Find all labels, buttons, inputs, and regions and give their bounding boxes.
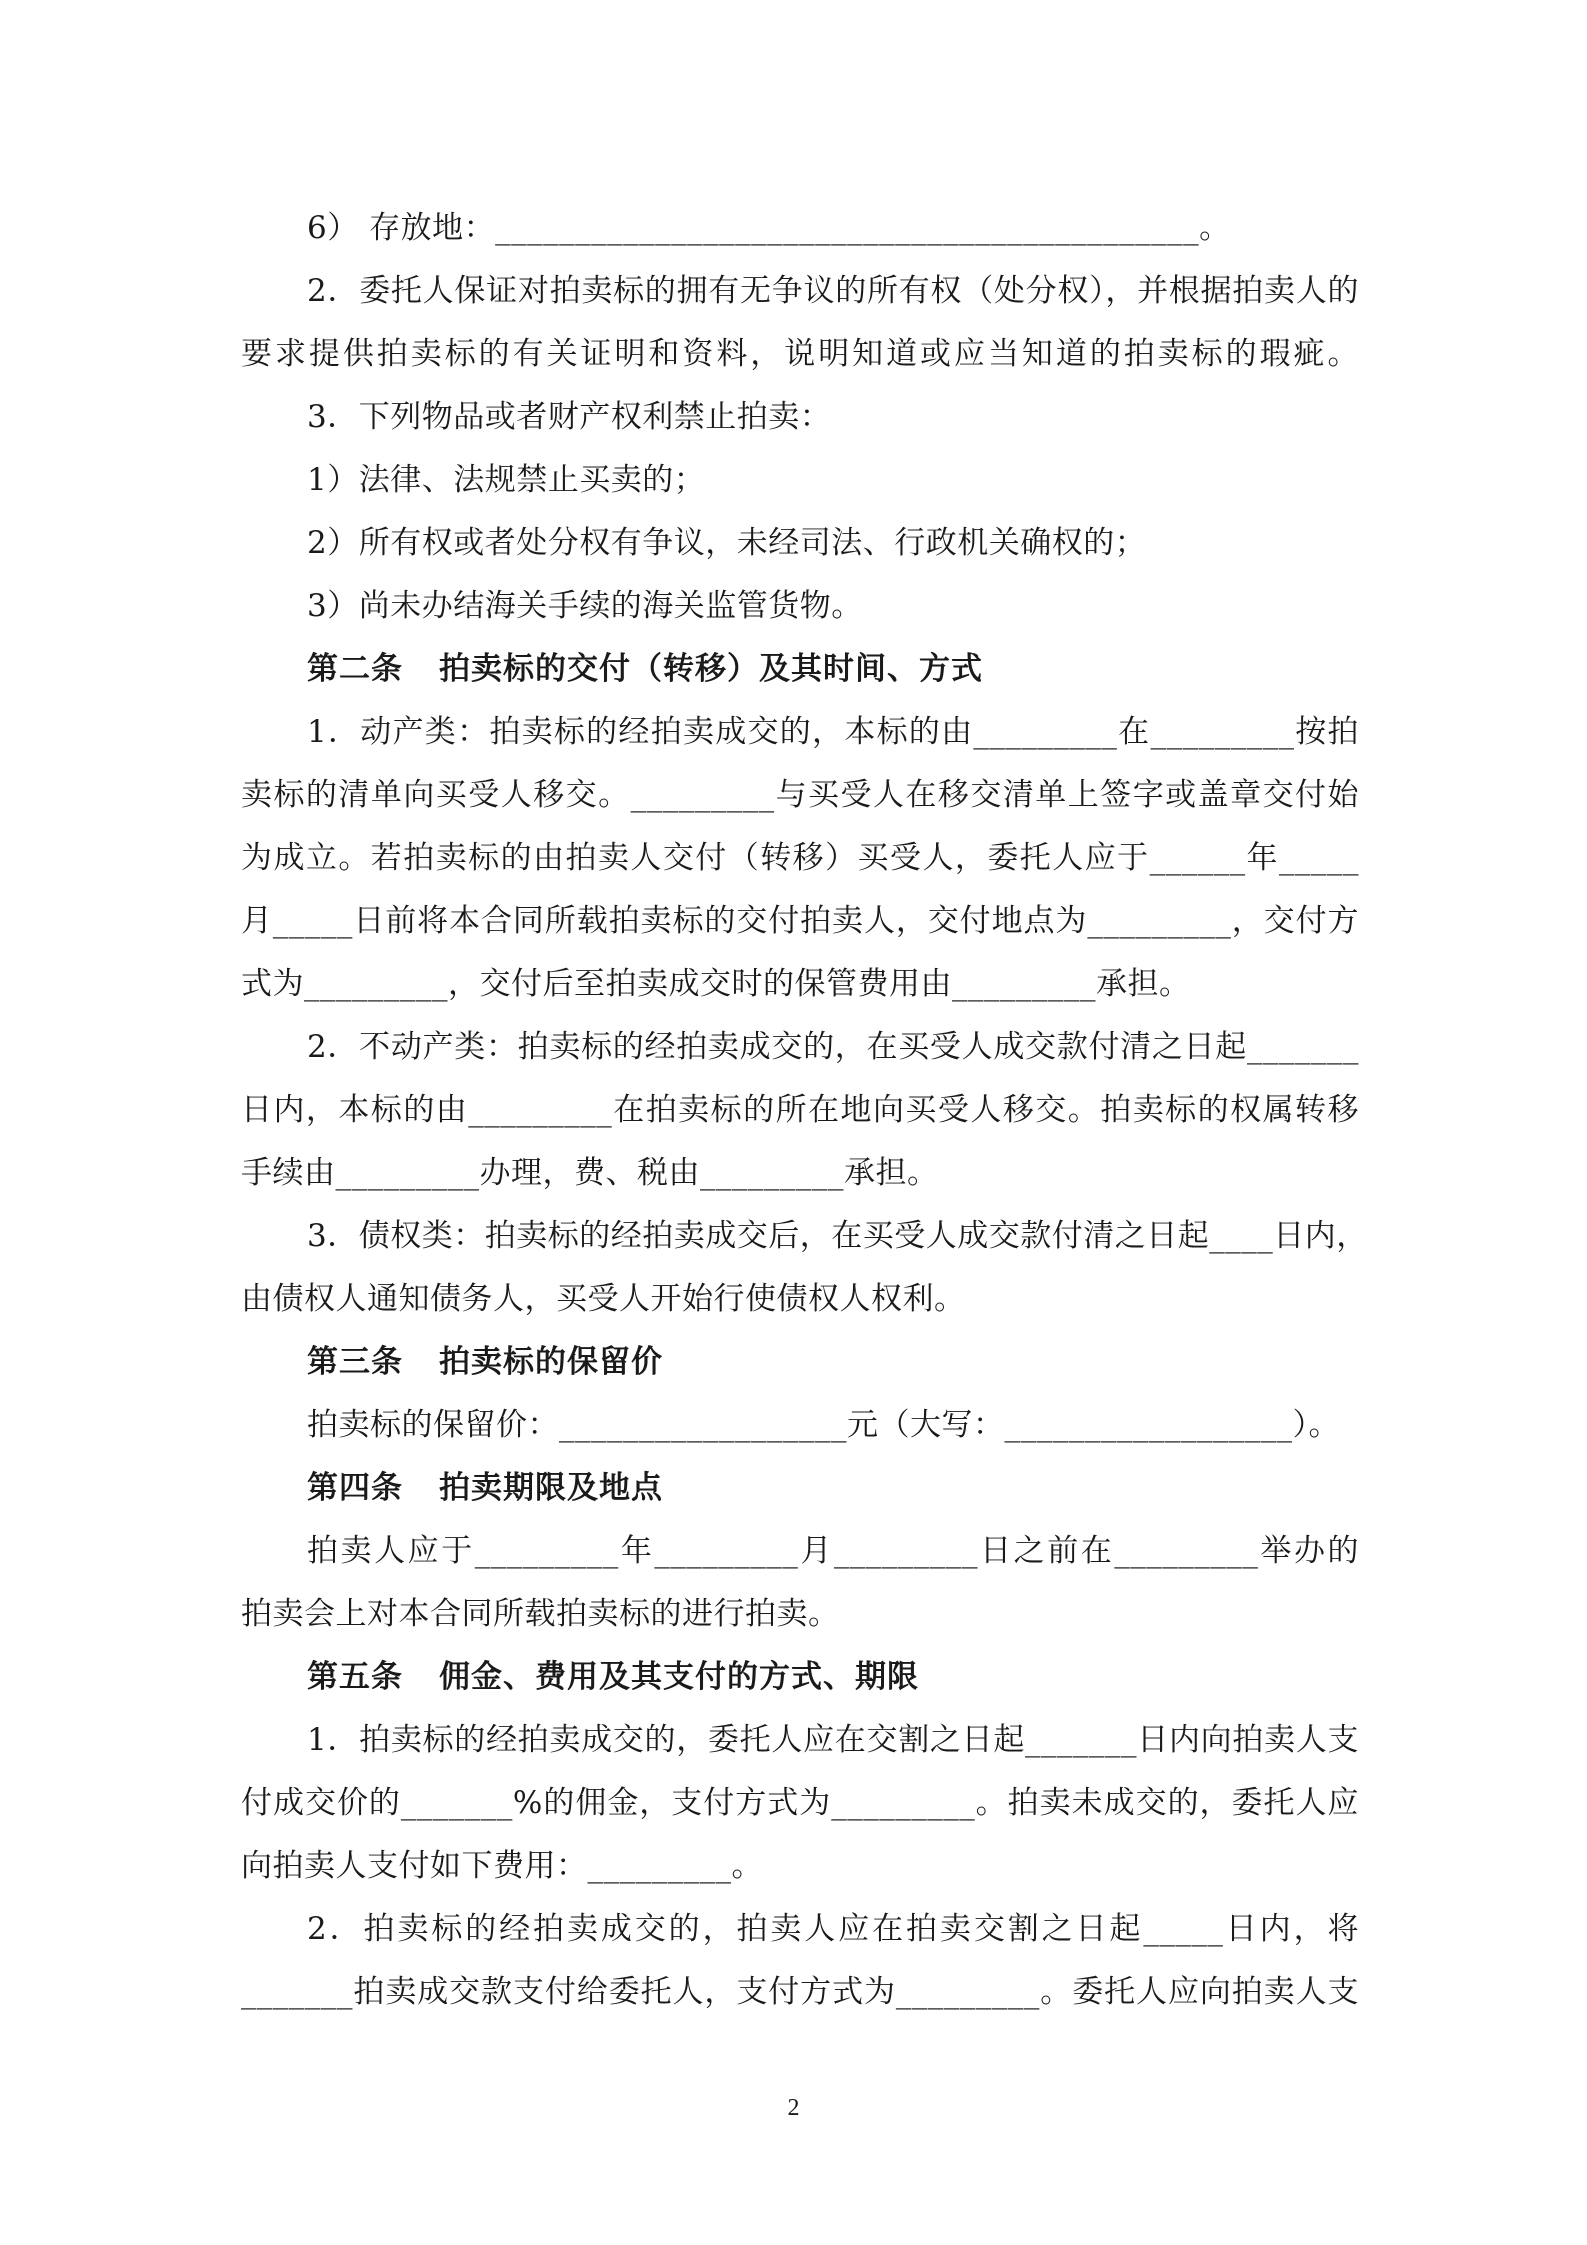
section-number: 第五条 <box>307 1659 403 1695</box>
paragraph-line: 1．动产类：拍卖标的经拍卖成交的，本标的由_________在_________按拍 <box>307 714 1359 750</box>
paragraph-line: 2．拍卖标的经拍卖成交的，拍卖人应在拍卖交割之日起_____日内，将 <box>307 1911 1359 1947</box>
paragraph-line: 付成交价的_______%的佣金，支付方式为_________。拍卖未成交的，委托人应 <box>241 1785 1359 1821</box>
section-title: 拍卖标的保留价 <box>439 1344 663 1380</box>
section-heading-2 <box>241 638 1359 701</box>
page-number: 2 <box>787 2095 800 2121</box>
paragraph-line: 2．不动产类：拍卖标的经拍卖成交的，在买受人成交款付清之日起_______ <box>307 1029 1359 1065</box>
section-title: 拍卖期限及地点 <box>439 1470 663 1506</box>
section-title: 拍卖标的交付（转移）及其时间、方式 <box>439 651 983 687</box>
paragraph-line: 手续由_________办理，费、税由_________承担。 <box>241 1155 939 1191</box>
paragraph-line: 3．债权类：拍卖标的经拍卖成交后，在买受人成交款付清之日起____日内， <box>307 1218 1368 1254</box>
paragraph-line: 要求提供拍卖标的有关证明和资料，说明知道或应当知道的拍卖标的瑕疵。 <box>241 336 1359 372</box>
section-heading-5 <box>241 1646 1359 1709</box>
paragraph-line: 3．下列物品或者财产权利禁止拍卖： <box>307 399 832 435</box>
paragraph-line: 1．拍卖标的经拍卖成交的，委托人应在交割之日起_______日内向拍卖人支 <box>307 1722 1359 1758</box>
section-number: 第四条 <box>307 1470 403 1506</box>
section-heading-3 <box>241 1331 1359 1394</box>
list-item: 1）法律、法规禁止买卖的； <box>307 462 706 498</box>
section-number: 第二条 <box>307 651 403 687</box>
document-body <box>241 197 1368 2024</box>
paragraph-line: 拍卖会上对本合同所载拍卖标的进行拍卖。 <box>241 1596 840 1632</box>
paragraph-line: 6） 存放地：____________________________________________。 <box>307 210 1231 246</box>
section-number: 第三条 <box>307 1344 403 1380</box>
paragraph-line: 式为_________，交付后至拍卖成交时的保管费用由_________承担。 <box>241 966 1191 1002</box>
paragraph-line: _______拍卖成交款支付给委托人，支付方式为_________。委托人应向拍卖人支 <box>241 1974 1359 2010</box>
section-heading-4 <box>241 1457 1359 1520</box>
paragraph-line: 卖标的清单向买受人移交。_________与买受人在移交清单上签字或盖章交付始 <box>241 777 1359 813</box>
paragraph-line: 由债权人通知债务人，买受人开始行使债权人权利。 <box>241 1281 966 1317</box>
paragraph-line: 月_____日前将本合同所载拍卖标的交付拍卖人，交付地点为_________，交付方 <box>241 903 1359 939</box>
list-item: 3）尚未办结海关手续的海关监管货物。 <box>307 588 863 624</box>
section-title: 佣金、费用及其支付的方式、期限 <box>439 1659 919 1695</box>
paragraph-line: 向拍卖人支付如下费用：_________。 <box>241 1848 763 1884</box>
paragraph-line: 拍卖人应于_________年_________月_________日之前在_________举办的 <box>307 1533 1359 1569</box>
list-item: 2）所有权或者处分权有争议，未经司法、行政机关确权的； <box>307 525 1147 561</box>
paragraph-line: 拍卖标的保留价：__________________元（大写：__________________）。 <box>307 1407 1340 1443</box>
paragraph-line: 日内，本标的由_________在拍卖标的所在地向买受人移交。拍卖标的权属转移 <box>241 1092 1359 1128</box>
paragraph-line: 为成立。若拍卖标的由拍卖人交付（转移）买受人，委托人应于______年_____ <box>241 840 1359 876</box>
paragraph-line: 2．委托人保证对拍卖标的拥有无争议的所有权（处分权），并根据拍卖人的 <box>307 273 1359 309</box>
